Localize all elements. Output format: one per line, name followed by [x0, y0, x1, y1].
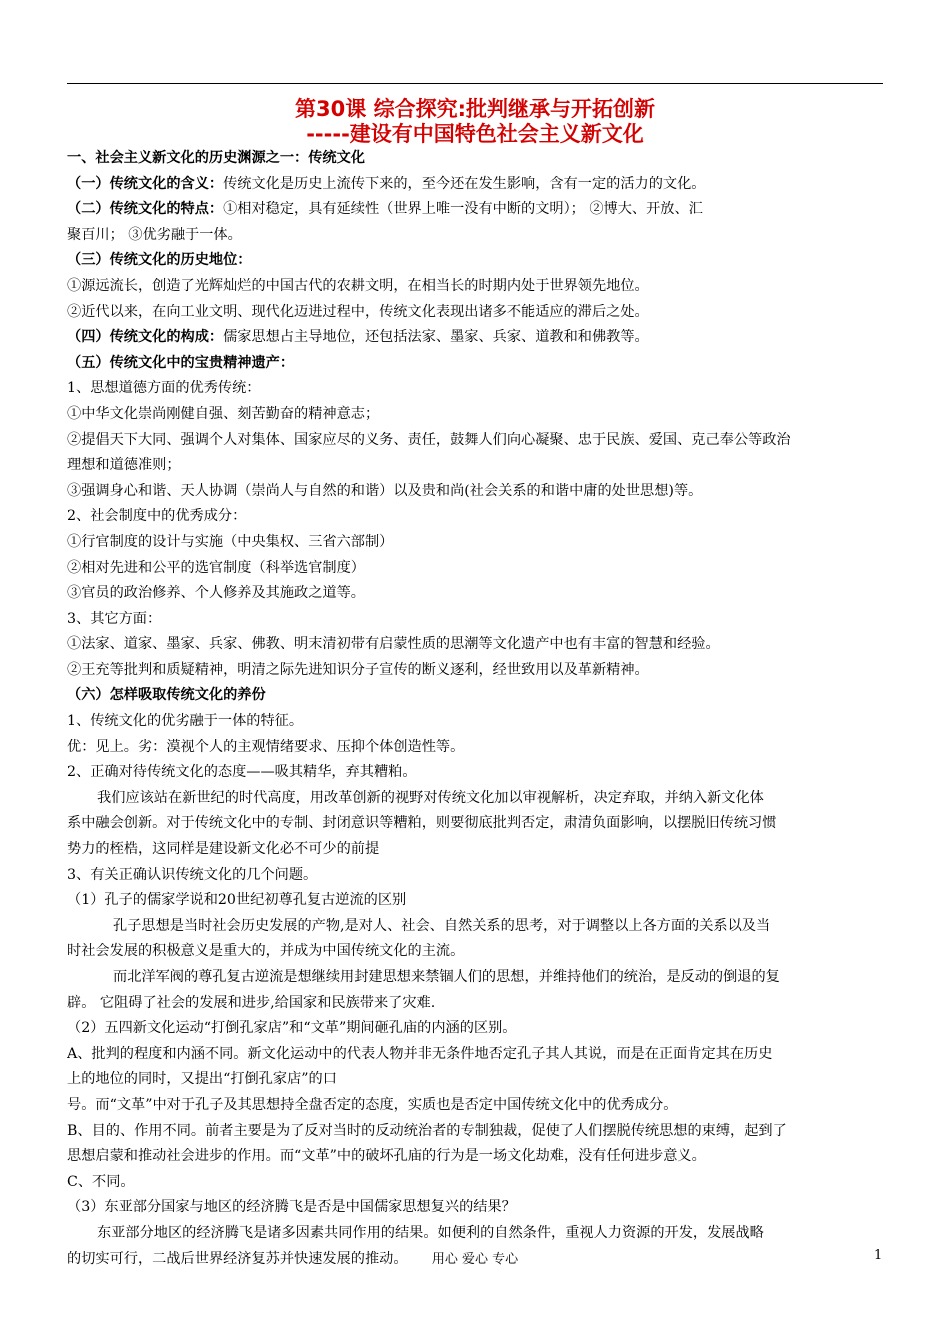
text-line	[67, 1119, 887, 1145]
text-line	[67, 530, 887, 556]
text-line	[67, 1067, 887, 1093]
line-text: ①相对稳定，具有延续性（世界上唯一没有中断的文明）； ②博大、开放、汇	[223, 201, 703, 218]
line-text: ①中华文化崇尚刚健自强、刻苦勤奋的精神意志；	[67, 405, 380, 422]
line-text: （五）传统文化中的宝贵精神遗产：	[67, 354, 295, 371]
line-text: 3、有关正确认识传统文化的几个问题。	[67, 866, 318, 883]
line-text: 而北洋军阀的尊孔复古逆流是想继续用封建思想来禁锢人们的思想，并维持他们的统治，是反动的倒退的复	[113, 969, 780, 985]
line-text: 上的地位的同时，又提出“打倒孔家店”的口	[67, 1071, 337, 1088]
line-text: ①行官制度的设计与实施（中央集权、三省六部制）	[67, 533, 394, 550]
text-line	[67, 1221, 887, 1247]
page-subtitle: -----建设有中国特色社会主义新文化	[306, 122, 644, 146]
text-line	[67, 479, 887, 505]
line-text: 儒家思想占主导地位，还包括法家、墨家、兵家、道教和和佛教等。	[223, 329, 649, 346]
line-text: （3）东亚部分国家与地区的经济腾飞是否是中国儒家思想复兴的结果？	[67, 1199, 516, 1216]
text-line	[67, 1170, 887, 1196]
line-text: ②相对先进和公平的选官制度（科举选官制度）	[67, 559, 365, 576]
page-footer: 用心 爱心 专心	[431, 1252, 519, 1267]
line-text: 2、社会制度中的优秀成分：	[67, 508, 247, 525]
text-line	[67, 786, 887, 812]
text-line	[67, 607, 887, 633]
text-line	[67, 556, 887, 582]
line-text: 我们应该站在新世纪的时代高度，用改革创新的视野对传统文化加以审视解析，决定弃取，并纳入新文化体	[97, 789, 764, 806]
section-heading: （四）传统文化的构成：	[67, 329, 224, 346]
text-line	[67, 683, 887, 709]
page-title: 第30课 综合探究:批判继承与开拓创新	[295, 97, 655, 121]
text-line	[67, 428, 887, 454]
line-text: ③强调身心和谐、天人协调（崇尚人与自然的和谐）以及贵和尚(社会关系的和谐中庸的处世思想)等。	[67, 482, 703, 499]
text-line	[67, 300, 887, 326]
line-text: 孔子思想是当时社会历史发展的产物,是对人、社会、自然关系的思考，对于调整以上各方面的关系以及当	[113, 917, 771, 934]
line-text: 优：见上。劣：漠视个人的主观情绪要求、压抑个体创造性等。	[67, 738, 465, 755]
text-line	[67, 1195, 887, 1221]
text-line	[67, 760, 887, 786]
line-text: B、目的、作用不同。前者主要是为了反对当时的反动统治者的专制独裁，促使了人们摆脱传统思想的束缚，起到了	[67, 1122, 787, 1139]
text-line	[67, 223, 887, 249]
text-line	[67, 1093, 887, 1119]
line-text: 号。而“文革”中对于孔子及其思想持全盘否定的态度，实质也是否定中国传统文化中的优秀成分。	[67, 1096, 678, 1113]
text-line	[67, 376, 887, 402]
text-line	[67, 504, 887, 530]
line-text: 1、思想道德方面的优秀传统：	[67, 380, 261, 397]
line-text: 辟。 它阻碍了社会的发展和进步,给国家和民族带来了灾难.	[67, 994, 436, 1011]
header-rule	[67, 83, 883, 84]
text-line	[67, 146, 887, 172]
text-line	[67, 1016, 887, 1042]
text-line	[67, 709, 887, 735]
document-body	[67, 146, 887, 1272]
text-line	[67, 1144, 887, 1170]
text-line	[67, 991, 887, 1017]
line-text: 3、其它方面：	[67, 610, 162, 627]
text-line	[67, 965, 887, 991]
line-text: （三）传统文化的历史地位：	[67, 252, 252, 269]
text-line	[67, 1042, 887, 1068]
line-text: 系中融会创新。对于传统文化中的专制、封闭意识等糟粕，则要彻底批判否定，肃清负面影响，以摆脱旧传统习惯	[67, 815, 777, 832]
line-text: 传统文化是历史上流传下来的，至今还在发生影响，含有一定的活力的文化。	[223, 175, 706, 192]
text-line	[67, 172, 887, 198]
text-line	[67, 735, 887, 761]
line-text: （1）孔子的儒家学说和20世纪初尊孔复古逆流的区别	[67, 892, 407, 909]
line-text: 聚百川； ③优劣融于一体。	[67, 226, 242, 243]
line-text: 一、社会主义新文化的历史渊源之一：传统文化	[67, 150, 365, 166]
line-text: ①源远流长，创造了光辉灿烂的中国古代的农耕文明，在相当长的时期内处于世界领先地位。	[67, 277, 649, 294]
text-line	[67, 632, 887, 658]
text-line	[67, 863, 887, 889]
line-text: ①法家、道家、墨家、兵家、佛教、明末清初带有启蒙性质的思潮等文化遗产中也有丰富的智慧和经验。	[67, 636, 720, 653]
line-text: 的切实可行，二战后世界经济复苏并快速发展的推动。	[67, 1250, 408, 1267]
line-text: 东亚部分地区的经济腾飞是诸多因素共同作用的结果。如便利的自然条件，重视人力资源的开发，发展战略	[97, 1224, 764, 1241]
text-line	[67, 811, 887, 837]
text-line	[67, 939, 887, 965]
text-line	[67, 658, 887, 684]
line-text: 时社会发展的积极意义是重大的，并成为中国传统文化的主流。	[67, 943, 465, 960]
section-heading: （二）传统文化的特点：	[67, 201, 224, 218]
line-text: ②提倡天下大同、强调个人对集体、国家应尽的义务、责任，鼓舞人们向心凝聚、忠于民族、爱国、克己奉公等政治	[67, 431, 791, 448]
line-text: （2）五四新文化运动“打倒孔家店”和“文革”期间砸孔庙的内涵的区别。	[67, 1020, 517, 1037]
line-text: 2、正确对待传统文化的态度——吸其精华，弃其糟粕。	[67, 764, 417, 781]
line-text: C、不同。	[67, 1173, 135, 1190]
text-line	[67, 325, 887, 351]
text-line	[67, 837, 887, 863]
line-text: 理想和道德准则；	[67, 457, 181, 474]
line-text: ③官员的政治修养、个人修养及其施政之道等。	[67, 585, 365, 602]
text-line	[67, 274, 887, 300]
line-text: 1、传统文化的优劣融于一体的特征。	[67, 713, 304, 730]
text-line	[67, 914, 887, 940]
text-line	[67, 197, 887, 223]
line-text: 思想启蒙和推动社会进步的作用。而“文革”中的破坏孔庙的行为是一场文化劫难，没有任何进步意义。	[67, 1148, 706, 1165]
line-text: ②近代以来，在向工业文明、现代化迈进过程中，传统文化表现出诸多不能适应的滞后之处。	[67, 303, 649, 320]
text-line	[67, 888, 887, 914]
text-line	[67, 351, 887, 377]
text-line	[67, 248, 887, 274]
line-text: （六）怎样吸取传统文化的养份	[67, 687, 266, 704]
page-number: 1	[874, 1248, 883, 1263]
text-line	[67, 453, 887, 479]
line-text: 势力的桎梏，这同样是建设新文化必不可少的前提	[67, 841, 380, 858]
line-text: ②王充等批判和质疑精神，明清之际先进知识分子宣传的断义逐利，经世致用以及革新精神。	[67, 661, 649, 678]
section-heading: （一）传统文化的含义：	[67, 175, 224, 192]
line-text: A、批判的程度和内涵不同。新文化运动中的代表人物并非无条件地否定孔子其人其说，而是在正面肯定其在历史	[67, 1045, 773, 1062]
text-line	[67, 581, 887, 607]
text-line	[67, 402, 887, 428]
